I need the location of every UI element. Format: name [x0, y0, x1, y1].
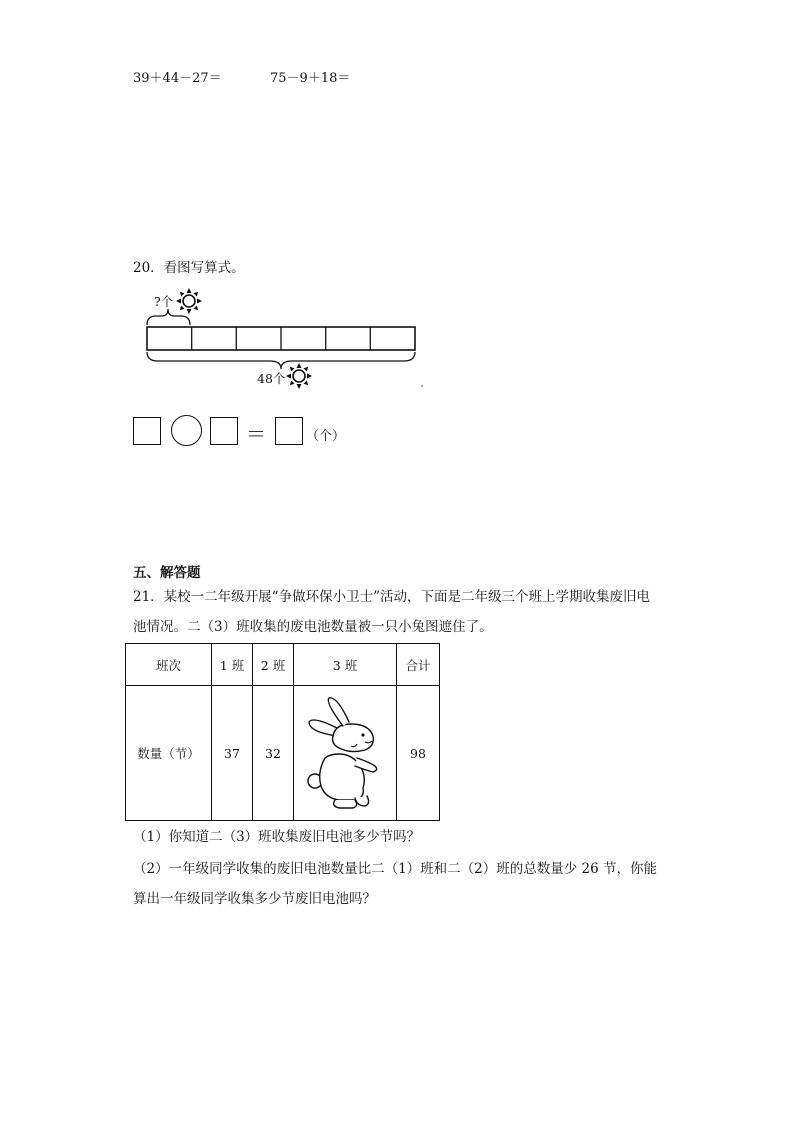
question-21-line-1: 21．某校一二年级开展“争做环保小卫士”活动，下面是二年级三个班上学期收集废旧电	[133, 589, 650, 605]
table-cell: 98	[397, 686, 440, 821]
top-label: ?个	[154, 294, 174, 309]
battery-table	[125, 643, 440, 821]
question-21-sub-2-line-1: （2）一年级同学收集的废旧电池数量比二（1）班和二（2）班的总数量少 26 节，你能	[133, 861, 658, 877]
question-21-line-2: 池情况。二（3）班收集的废电池数量被一只小兔图遮住了。	[133, 619, 493, 635]
table-header: 合计	[397, 644, 440, 686]
answer-box-1[interactable]	[133, 417, 161, 445]
top-brace	[147, 309, 190, 325]
question-21-sub-1: （1）你知道二（3）班收集废旧电池多少节吗？	[133, 829, 421, 845]
table-header: 2 班	[253, 644, 294, 686]
table-cell: 32	[253, 686, 294, 821]
sun-icon	[176, 288, 202, 314]
bottom-label: 48个	[257, 371, 286, 386]
row-label: 数量（节）	[126, 686, 212, 821]
equals-sign: ＝	[246, 422, 266, 446]
answer-box-2[interactable]	[210, 417, 238, 445]
table-header: 3 班	[294, 644, 397, 686]
unit-label: （个）	[306, 429, 346, 444]
bottom-brace	[147, 352, 415, 369]
table-header: 1 班	[212, 644, 253, 686]
table-header-row	[126, 644, 440, 686]
equation-2: 75－9＋18＝	[270, 71, 351, 86]
question-21-sub-2-line-2: 算出一年级同学收集多少节废旧电池吗？	[133, 891, 376, 907]
answer-box-result[interactable]	[275, 417, 303, 445]
equation-1: 39＋44－27＝	[133, 71, 222, 86]
question-20-title: 20．看图写算式。	[133, 260, 245, 276]
rabbit-image	[295, 690, 395, 814]
bar-diagram	[0, 0, 794, 400]
rabbit-cell	[294, 686, 397, 821]
table-row	[126, 686, 440, 821]
table-cell: 37	[212, 686, 253, 821]
operator-circle[interactable]	[171, 415, 202, 446]
section-title: 五、解答题	[133, 565, 201, 581]
sun-icon	[286, 363, 312, 389]
table-header: 班次	[126, 644, 212, 686]
